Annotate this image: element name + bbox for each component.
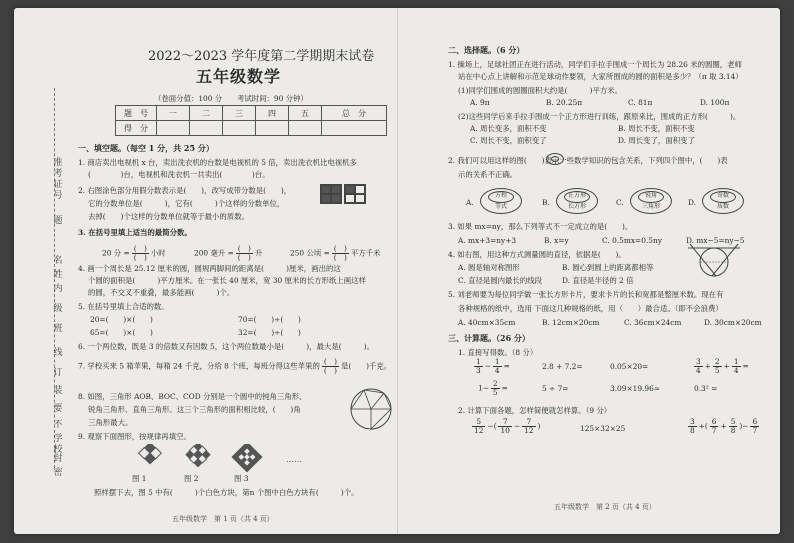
binding-label-ban: 班 <box>53 324 63 334</box>
calc-expression-7: 3.09×19.96≈ <box>610 384 660 393</box>
question-3c-unit: 平方千米 <box>350 248 381 258</box>
question-7-line-1 <box>78 358 391 375</box>
choice-4-option-c[interactable]: C. 直径是圆内最长的线段 <box>458 276 542 285</box>
calc-expression-3: 0.05×20= <box>610 362 649 371</box>
outer-oval-label: 等式 <box>494 203 507 210</box>
choice-5-option-c[interactable]: C. 36cm×24cm <box>624 318 682 327</box>
binding-label-ding: 订 <box>53 368 63 378</box>
binding-label-feng: 封 <box>53 454 63 464</box>
choice-2-option-b[interactable]: B. <box>542 198 550 207</box>
question-5-title: 5. 在括号里填上合适的数。 <box>78 302 169 311</box>
score-cell[interactable] <box>322 121 387 136</box>
choice-5-option-d[interactable]: D. 30cm×20cm <box>704 318 762 327</box>
choice-1-line-2: 站在中心点上讲解和示范足球动作要领，大家所围成的圆的面积是多少？（π 取 3.14） <box>458 72 743 81</box>
choice-4-option-b[interactable]: B. 圆心到圆上的距离都相等 <box>562 263 654 272</box>
choice-1-option-a[interactable]: A. 9π <box>470 98 490 107</box>
calc-2-expression-3: $\frac{3}{8}$ +( $\frac{6}{7}$ + $\frac{5}{8}$ )− $\frac{6}{7}$ <box>690 417 758 435</box>
svg-text:……: …… <box>286 455 302 464</box>
fraction: $\frac{5}{12}$ <box>474 417 484 435</box>
choice-1-sub-2: (2)这些同学后来手拉手围成一个正方形进行训练，跟原来比，围成的正方形( )。 <box>458 112 741 121</box>
score-cell[interactable] <box>223 121 256 136</box>
score-cell[interactable] <box>157 121 190 136</box>
binding-label-yao: 要 <box>53 404 63 414</box>
choice-2-option-d[interactable]: D. <box>688 198 697 207</box>
question-9-title: 9. 观察下面图形，按规律再填空。 <box>78 432 191 441</box>
exam-sheet <box>14 8 780 534</box>
calc-expression-2: 2.8 + 7.2= <box>542 362 583 371</box>
outer-oval-label: 长方形 <box>567 203 586 210</box>
score-cell[interactable] <box>289 121 322 136</box>
choice-2-line-2: 示的关系不正确。 <box>458 170 518 179</box>
fraction: $\frac{2}{5}$ <box>492 379 498 397</box>
page-1-footer: 五年级数学 第 1 页（共 4 页） <box>172 515 274 523</box>
fraction: $\frac{6}{7}$ <box>711 417 717 435</box>
fraction-blank[interactable]: $\frac{( )}{( )}$ <box>133 244 147 262</box>
outer-oval-label: 三角形 <box>641 203 660 210</box>
choice-3-option-b[interactable]: B. x=y <box>544 236 569 245</box>
question-2-line-1: 2. 右图涂色部分用假分数表示是( )，改写成带分数是( )， <box>78 186 292 195</box>
page-fold <box>397 8 398 534</box>
score-header-cell: 总 分 <box>322 106 387 121</box>
year-title: 2022～2023 学年度第二学期期末试卷 <box>148 49 375 64</box>
binding-label-ji: 级 <box>53 304 63 314</box>
fraction-figure-left <box>320 184 342 204</box>
exam-meta: （卷面分值：100 分 考试时间：90 分钟） <box>154 94 308 103</box>
calc-frac-expression-5: 1− $\frac{2}{5}$ = <box>478 379 508 397</box>
choice-2-option-a[interactable]: A. <box>466 198 474 207</box>
section-calculation: 三、计算题。（26 分） <box>448 333 530 343</box>
outer-oval-label: 质数 <box>716 203 729 210</box>
choice-5-lead: 各种规格的纸中，选用 <box>458 304 532 313</box>
fraction: $\frac{3}{8}$ <box>690 417 695 435</box>
score-row-label: 得 分 <box>116 121 157 136</box>
question-3c-label: 250 公顷 = <box>290 248 330 258</box>
subject-title: 五年级数学 <box>196 67 282 86</box>
choice-5-line-1: 5. 刘老师要为每位同学做一张长方形卡片，要求卡片的长和宽都是整厘米数。现在有 <box>448 290 724 299</box>
choice-1-line-1: 1. 操场上，足球社团正在进行活动，同学们手拉手围成一个周长为 28.26 米的圆圈，老师 <box>448 60 742 69</box>
calc-expression-8: 0.3² = <box>694 384 718 393</box>
fraction: $\frac{6}{7}$ <box>752 417 758 435</box>
binding-label-mi: 密 <box>53 468 63 478</box>
choice-1-2-option-a[interactable]: A. 周长变多，面积不变 <box>470 124 547 133</box>
binding-label-school: 学校 <box>53 434 63 455</box>
diameter-measure-figure <box>686 240 742 280</box>
fraction: $\frac{2}{5}$ <box>714 357 720 375</box>
section-choice: 二、选择题。（6 分） <box>448 45 525 55</box>
inner-oval: 正方形 <box>564 191 590 203</box>
venn-option-a[interactable] <box>480 188 522 214</box>
question-3a-label: 20 分 = <box>102 248 130 258</box>
question-3a-unit: 小时 <box>150 248 166 258</box>
binding-label-exam-number: 准考证号 <box>53 158 63 201</box>
score-header-cell: 四 <box>256 106 289 121</box>
score-header-cell: 一 <box>157 106 190 121</box>
choice-4-option-a[interactable]: A. 圆是轴对称图形 <box>458 263 520 272</box>
question-7-text: 7. 学校买来 5 箱苹果，每箱 24 千克，分给 8 个班，每班分得这些苹果的 <box>78 361 320 371</box>
score-header-cell: 二 <box>190 106 223 121</box>
question-9-end: 照样摆下去，图 5 中有( )个白色方块，第n 个图中白色方块有( )个。 <box>94 488 359 497</box>
score-header-cell: 题 号 <box>116 106 157 121</box>
fraction-blank[interactable]: $\frac{( )}{( )}$ <box>333 244 347 262</box>
question-3b-unit: 升 <box>254 248 263 258</box>
inner-oval: 奇数 <box>710 191 736 203</box>
choice-4-line: 4. 如右图，用这种方式测量圆的直径，依据是( )。 <box>448 250 626 259</box>
question-4-line-1: 4. 画一个周长是 25.12 厘米的圆，圆规两脚间的距离是( )厘米，画出的这 <box>78 264 341 273</box>
nested-oval-icon <box>546 153 564 165</box>
question-8-line-2: 锐角三角形、直角三角形。这三个三角形的面积相比较，( )角 <box>88 405 301 414</box>
choice-2-line-1: 2. 我们可以用这样的图( )表示一些数学知识的包含关系，下列四个图中，( )表 <box>448 156 728 165</box>
fraction-blank[interactable]: $\frac{( )}{( )}$ <box>323 357 338 375</box>
fraction: $\frac{7}{12}$ <box>524 417 534 435</box>
question-8-line-3: 三角形最大。 <box>88 418 133 427</box>
calc-2-expression-2: 125×32×25 <box>580 424 626 433</box>
calc-frac-expression-1: $\frac{1}{3}$ − $\frac{1}{4}$ = <box>476 357 510 375</box>
binding-label-zhuang: 装 <box>53 386 63 396</box>
score-table <box>115 105 387 136</box>
fraction: $\frac{3}{4}$ <box>696 357 701 375</box>
fraction: $\frac{5}{8}$ <box>730 417 736 435</box>
question-5c: 65=( )×( ) <box>90 328 153 337</box>
question-6: 6. 一个两位数，既是 3 的倍数又有因数 5，这个两位数最小是( )，最大是( )。 <box>78 342 375 351</box>
binding-label-nei: 内 <box>53 284 63 294</box>
question-1-line-1: 1. 商店卖出电视机 x 台，卖出洗衣机的台数是电视机的 5 倍，卖出洗衣机比电视机多 <box>78 158 357 167</box>
question-3b <box>194 245 262 262</box>
choice-1-sub-1: (1)同学们围成的圆圈面积大约是( )平方米。 <box>458 86 623 95</box>
question-3a <box>102 245 166 262</box>
fraction-blank[interactable]: $\frac{( )}{( )}$ <box>237 244 251 262</box>
venn-option-d[interactable] <box>702 188 744 214</box>
figure-2-label: 图 2 <box>184 474 199 483</box>
choice-5-question: 下面这几种规格的纸，用（ ）最合适。（即不会浪费） <box>534 304 723 313</box>
choice-2-option-c[interactable]: C. <box>616 198 624 207</box>
tile-pattern-figures <box>126 444 316 474</box>
question-8-line-1: 8. 如图，三角形 AOB、BOC、COD 分别是一个圆中的钝角三角形、 <box>78 392 307 401</box>
question-2-line-3: 去掉( )个这样的分数单位就等于最小的质数。 <box>88 212 249 221</box>
fraction: $\frac{1}{4}$ <box>733 357 739 375</box>
question-3b-label: 200 毫升 = <box>194 248 234 258</box>
choice-3-option-d[interactable]: D. mx−5=ny−5 <box>686 236 745 245</box>
question-5a: 20=( )×( ) <box>90 315 153 324</box>
choice-3-line: 3. 如果 mx=ny，那么下列等式不一定成立的是( )。 <box>448 222 633 231</box>
question-5d: 32=( )÷( ) <box>238 328 301 337</box>
choice-1-2-option-d[interactable]: D. 周长变了，面积变了 <box>618 136 695 145</box>
choice-3-option-a[interactable]: A. mx+3=ny+3 <box>458 236 517 245</box>
venn-option-c[interactable] <box>630 188 672 214</box>
venn-option-b[interactable] <box>556 188 598 214</box>
inner-oval: 方程 <box>488 191 514 203</box>
question-7-tail: 是( )千克。 <box>341 361 392 371</box>
question-5b: 70=( )÷( ) <box>238 315 301 324</box>
score-cell[interactable] <box>256 121 289 136</box>
choice-3-option-c[interactable]: C. 0.5mx=0.5ny <box>602 236 662 245</box>
binding-label-ti: 题 <box>53 216 63 226</box>
score-header-cell: 五 <box>289 106 322 121</box>
page-2-footer: 五年级数学 第 2 页（共 4 页） <box>554 503 656 511</box>
choice-5-option-a[interactable]: A. 40cm×35cm <box>458 318 516 327</box>
figure-1-label: 图 1 <box>132 474 147 483</box>
figure-3-label: 图 3 <box>234 474 249 483</box>
circle-triangles-figure <box>348 382 394 436</box>
calc-2-expression-1: $\frac{5}{12}$ −( $\frac{7}{10}$ − $\frac{7}{12}$ ) <box>474 417 541 435</box>
choice-1-option-c[interactable]: C. 81π <box>628 98 653 107</box>
binding-label-bu: 不 <box>53 420 63 430</box>
fraction: $\frac{1}{3}$ <box>476 357 481 375</box>
calc-2-title: 2. 计算下面各题，怎样简便就怎样算。（9 分） <box>458 406 612 415</box>
question-4-line-2: 个圆的面积是( )平方厘米。在一张长 40 厘米，宽 30 厘米的长方形纸上画这样 <box>88 276 366 285</box>
choice-1-2-option-b[interactable]: B. 周长不变，面积不变 <box>618 124 695 133</box>
section-fill-blank: 一、填空题。（每空 1 分，共 25 分） <box>78 143 214 153</box>
fraction: $\frac{7}{10}$ <box>500 417 510 435</box>
fraction-figure-right <box>344 184 366 204</box>
choice-1-option-b[interactable]: B. 20.25π <box>546 98 583 107</box>
question-2-line-2: 它的分数单位是( )，它有( )个这样的分数单位， <box>88 199 285 208</box>
choice-1-option-d[interactable]: D. 100π <box>700 98 730 107</box>
question-3-title: 3. 在括号里填上适当的最简分数。 <box>78 228 192 237</box>
choice-5-line-2 <box>458 304 723 313</box>
binding-label-ming: 名 <box>53 256 63 266</box>
question-3c <box>290 245 381 262</box>
question-4-line-3: 的圆，不交叉不重叠，最多能画( )个。 <box>88 288 235 297</box>
inner-oval: 锐角 <box>638 191 664 203</box>
score-header-cell: 三 <box>223 106 256 121</box>
score-cell[interactable] <box>190 121 223 136</box>
calc-frac-expression-4: $\frac{3}{4}$ + $\frac{2}{5}$ + $\frac{1}{4}$ = <box>696 357 749 375</box>
choice-5-option-b[interactable]: B. 12cm×20cm <box>542 318 600 327</box>
calc-expression-6: 5 ÷ 7= <box>542 384 569 393</box>
calc-1-title: 1. 直接写得数。（8 分） <box>458 348 538 357</box>
choice-4-option-d[interactable]: D. 直径是半径的 2 倍 <box>562 276 634 285</box>
question-1-line-2: ( )台，电视机和洗衣机一共卖出( )台。 <box>88 170 270 179</box>
binding-label-xian: 线 <box>53 348 63 358</box>
choice-1-2-option-c[interactable]: C. 周长不变，面积变了 <box>470 136 547 145</box>
binding-label-xing: 姓 <box>53 270 63 280</box>
fraction: $\frac{1}{4}$ <box>494 357 500 375</box>
